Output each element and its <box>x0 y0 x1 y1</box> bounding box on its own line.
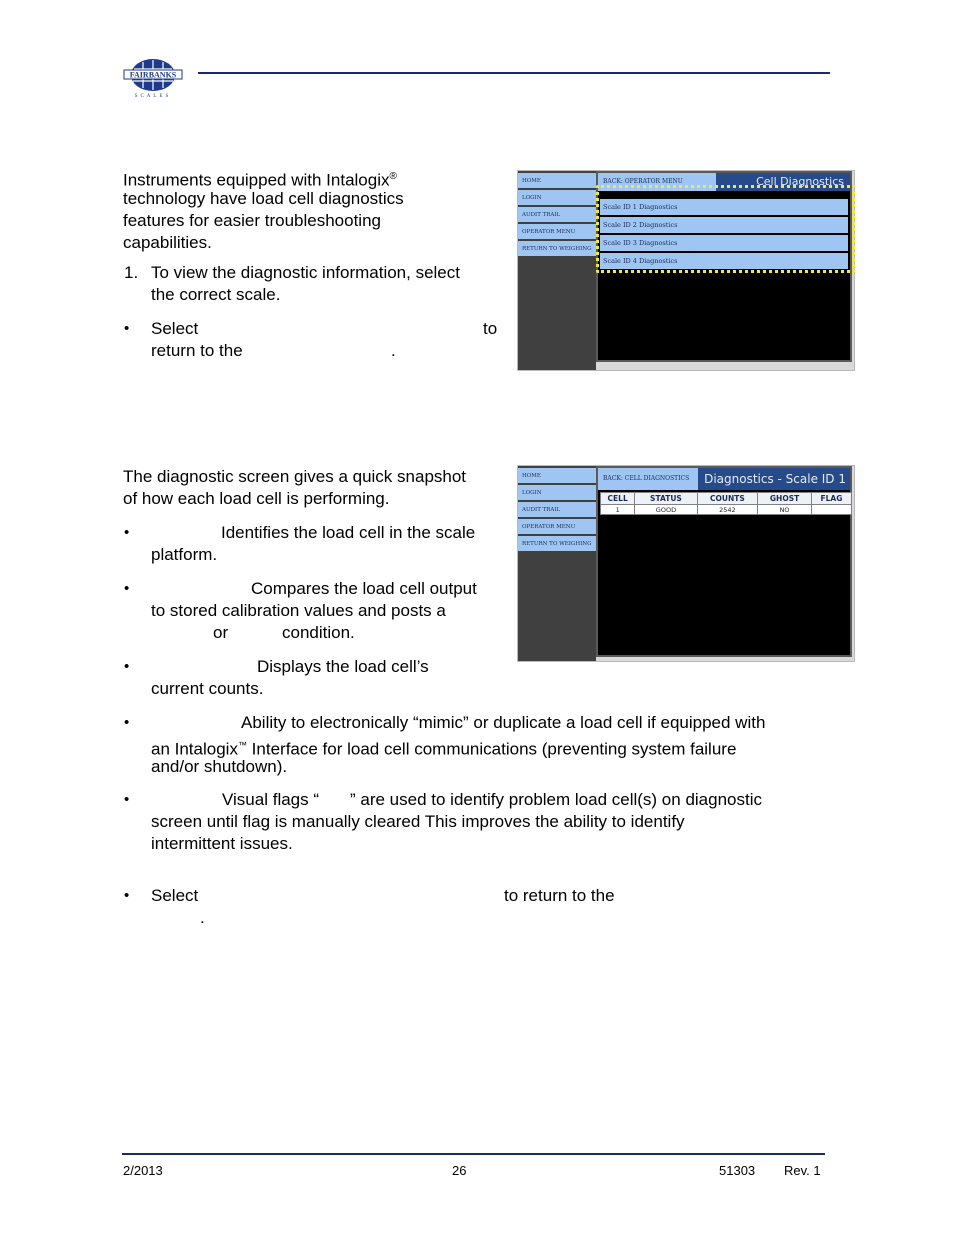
sidebar <box>518 466 596 661</box>
ghost-desc-line2: an Intalogix™ Interface for load cell communications (preventing system failure <box>151 739 737 759</box>
sidebar-item-operator-menu[interactable]: OPERATOR MENU <box>518 224 596 241</box>
step1-number: 1. <box>124 263 139 282</box>
highlight-dotted-outline <box>596 185 855 273</box>
select-back-period-2: . <box>200 908 205 927</box>
select-back-return-2: to return to the <box>504 886 615 905</box>
sidebar-item-login[interactable]: LOGIN <box>518 190 596 207</box>
footer-doc-number: 51303 <box>719 1163 756 1178</box>
load-cell-table <box>600 492 852 515</box>
scale-diagnostics-screen <box>596 466 852 657</box>
flag-desc-line1a: Visual flags “ <box>222 790 320 809</box>
counts-desc-line1: Displays the load cell’s <box>257 657 429 676</box>
flag-desc-line3: intermittent issues. <box>151 834 293 853</box>
footer-date: 2/2013 <box>123 1163 163 1178</box>
column-header-ghost: GHOST <box>758 493 812 505</box>
back-operator-menu-button[interactable]: BACK: OPERATOR MENU <box>598 173 716 191</box>
section1-intro-line2: technology have load cell diagnostics <box>123 189 404 208</box>
sidebar-item-login[interactable]: LOGIN <box>518 485 596 502</box>
bullet-icon: • <box>124 580 130 597</box>
cell-desc-line1: Identifies the load cell in the scale <box>221 523 476 542</box>
sidebar-item-home[interactable]: HOME <box>518 468 596 485</box>
step1-line1: To view the diagnostic information, select <box>151 263 460 282</box>
sidebar-item-return-to-weighing[interactable]: RETURN TO WEIGHING <box>518 536 596 553</box>
section1-intro-line4: capabilities. <box>123 233 212 252</box>
scale-id-4-diagnostics-button[interactable]: Scale ID 4 Diagnostics <box>600 253 848 269</box>
status-desc-line1: Compares the load cell output <box>251 579 477 598</box>
column-header-flag: FLAG <box>811 493 851 505</box>
bullet-icon: • <box>124 524 130 541</box>
select-back-text-2: Select <box>151 886 199 905</box>
screen-title: Diagnostics - Scale ID 1 <box>704 472 846 486</box>
title-bar <box>598 468 850 490</box>
select-back-to: to <box>483 319 498 338</box>
section2-intro-line2: of how each load cell is performing. <box>123 489 390 508</box>
scale-id-2-diagnostics-button[interactable]: Scale ID 2 Diagnostics <box>600 217 848 233</box>
ghost-desc-line3: and/or shutdown). <box>151 757 288 776</box>
cell-id-value: 1 <box>601 505 635 515</box>
sidebar <box>518 171 596 370</box>
bullet-icon: • <box>124 320 130 337</box>
footer-rule <box>122 1153 825 1155</box>
cell-diagnostics-screenshot <box>517 170 855 371</box>
bullet-icon: • <box>124 887 130 904</box>
select-back-line2: return to the <box>151 341 243 360</box>
flag-value <box>811 505 851 515</box>
column-header-cell: CELL <box>601 493 635 505</box>
footer-revision: Rev. 1 <box>784 1163 821 1178</box>
status-value: GOOD <box>635 505 697 515</box>
flag-desc-line1b: ” are used to identify problem load cell(s) on diagnostic <box>350 790 762 809</box>
sidebar-item-return-to-weighing[interactable]: RETURN TO WEIGHING <box>518 241 596 258</box>
step1-line2: the correct scale. <box>151 285 281 304</box>
header-rule <box>198 72 830 74</box>
section2-intro-line1: The diagnostic screen gives a quick snapshot <box>123 467 467 486</box>
sidebar-item-audit-trail[interactable]: AUDIT TRAIL <box>518 207 596 224</box>
bullet-icon: • <box>124 714 130 731</box>
section1-intro-line3: features for easier troubleshooting <box>123 211 381 230</box>
bullet-icon: • <box>124 658 130 675</box>
section1-intro-line1: Instruments equipped with Intalogix® <box>123 170 397 190</box>
table-header-row <box>601 493 852 505</box>
screen-title: Cell Diagnostics <box>756 175 844 188</box>
cell-desc-line2: platform. <box>151 545 218 564</box>
ghost-desc-line1: Ability to electronically “mimic” or duplicate a load cell if equipped with <box>241 713 766 732</box>
table-row[interactable] <box>601 505 852 515</box>
column-header-status: STATUS <box>635 493 697 505</box>
fairbanks-logo-icon <box>122 55 184 99</box>
bullet-icon: • <box>124 791 130 808</box>
footer-page-number: 26 <box>452 1163 467 1178</box>
svg-text:FAIRBANKS: FAIRBANKS <box>129 70 177 80</box>
column-header-counts: COUNTS <box>697 493 758 505</box>
scale-diagnostics-screenshot <box>517 465 855 662</box>
back-cell-diagnostics-button[interactable]: BACK: CELL DIAGNOSTICS <box>598 468 698 490</box>
sidebar-item-audit-trail[interactable]: AUDIT TRAIL <box>518 502 596 519</box>
status-desc-condition: condition. <box>282 623 355 642</box>
counts-desc-line2: current counts. <box>151 679 264 698</box>
flag-desc-line2: screen until flag is manually cleared This improves the ability to identify <box>151 812 685 831</box>
scale-id-3-diagnostics-button[interactable]: Scale ID 3 Diagnostics <box>600 235 848 251</box>
counts-value: 2542 <box>697 505 758 515</box>
sidebar-item-home[interactable]: HOME <box>518 173 596 190</box>
select-back-text: Select <box>151 319 199 338</box>
svg-text:SCALES: SCALES <box>134 94 172 99</box>
status-desc-line2: to stored calibration values and posts a <box>151 601 446 620</box>
sidebar-item-operator-menu[interactable]: OPERATOR MENU <box>518 519 596 536</box>
scale-id-1-diagnostics-button[interactable]: Scale ID 1 Diagnostics <box>600 199 848 215</box>
ghost-value: NO <box>758 505 812 515</box>
status-desc-or: or <box>213 623 229 642</box>
select-back-period: . <box>391 341 396 360</box>
